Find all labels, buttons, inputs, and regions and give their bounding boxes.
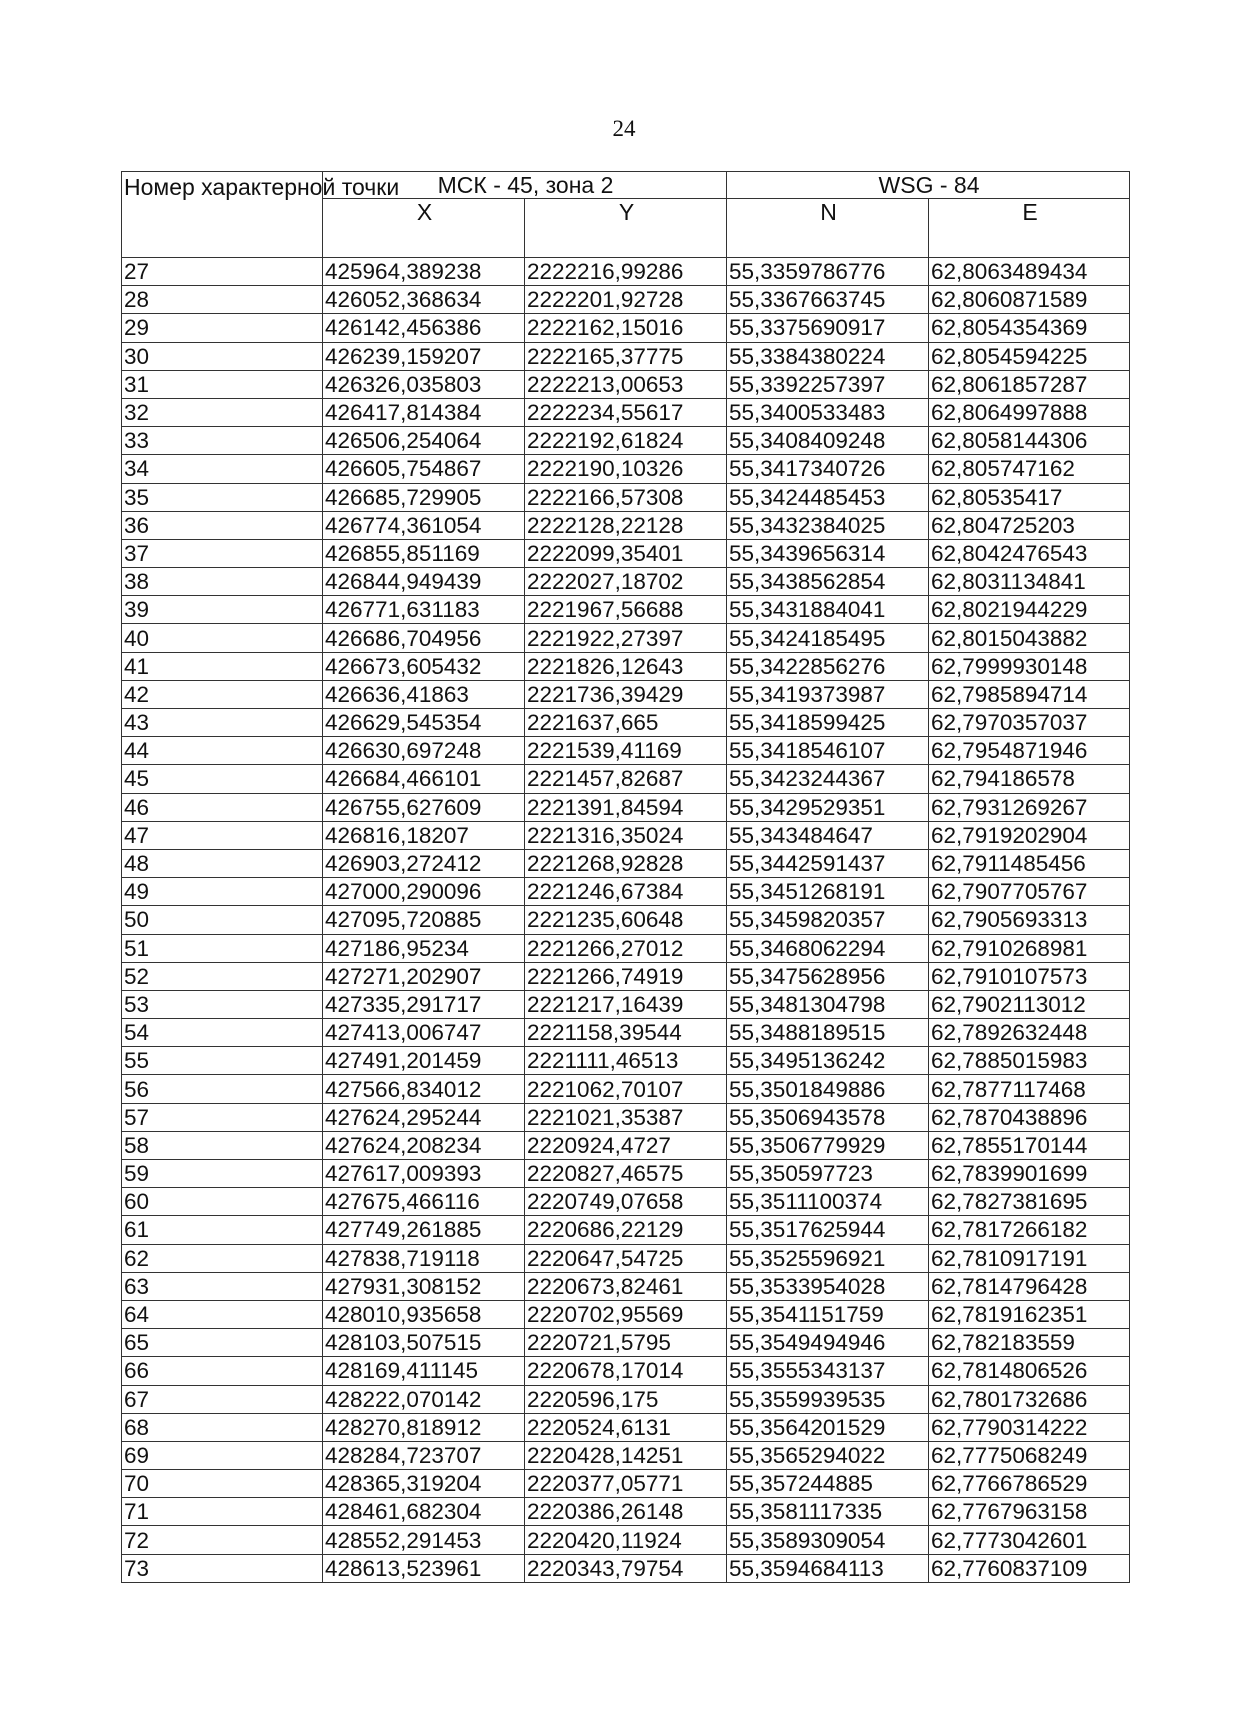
point-number-cell: 68 bbox=[122, 1413, 323, 1441]
e-cell: 62,7817266182 bbox=[929, 1216, 1130, 1244]
y-cell: 2221235,60648 bbox=[525, 906, 727, 934]
e-cell: 62,7910268981 bbox=[929, 934, 1130, 962]
point-number-cell: 50 bbox=[122, 906, 323, 934]
table-row bbox=[122, 1160, 1130, 1188]
point-number-cell: 48 bbox=[122, 849, 323, 877]
x-cell: 427675,466116 bbox=[323, 1188, 525, 1216]
x-cell: 426771,631183 bbox=[323, 596, 525, 624]
e-cell: 62,7870438896 bbox=[929, 1103, 1130, 1131]
x-cell: 428222,070142 bbox=[323, 1385, 525, 1413]
e-cell: 62,7970357037 bbox=[929, 709, 1130, 737]
e-cell: 62,804725203 bbox=[929, 511, 1130, 539]
y-cell: 2221539,41169 bbox=[525, 737, 727, 765]
point-number-cell: 44 bbox=[122, 737, 323, 765]
n-cell: 55,3559939535 bbox=[727, 1385, 929, 1413]
table-row bbox=[122, 511, 1130, 539]
y-cell: 2220673,82461 bbox=[525, 1272, 727, 1300]
e-cell: 62,7885015983 bbox=[929, 1047, 1130, 1075]
y-cell: 2220420,11924 bbox=[525, 1526, 727, 1554]
table-row bbox=[122, 652, 1130, 680]
point-number-cell: 64 bbox=[122, 1300, 323, 1328]
x-cell: 426417,814384 bbox=[323, 398, 525, 426]
n-cell: 55,3429529351 bbox=[727, 793, 929, 821]
n-cell: 55,3589309054 bbox=[727, 1526, 929, 1554]
n-cell: 55,350597723 bbox=[727, 1160, 929, 1188]
n-cell: 55,3594684113 bbox=[727, 1554, 929, 1582]
n-cell: 55,3525596921 bbox=[727, 1244, 929, 1272]
e-cell: 62,7814796428 bbox=[929, 1272, 1130, 1300]
x-cell: 428270,818912 bbox=[323, 1413, 525, 1441]
x-cell: 426052,368634 bbox=[323, 286, 525, 314]
x-cell: 428103,507515 bbox=[323, 1329, 525, 1357]
n-cell: 55,3451268191 bbox=[727, 878, 929, 906]
point-number-cell: 32 bbox=[122, 398, 323, 426]
e-cell: 62,7855170144 bbox=[929, 1131, 1130, 1159]
e-cell: 62,8031134841 bbox=[929, 568, 1130, 596]
point-number-cell: 71 bbox=[122, 1498, 323, 1526]
point-number-cell: 43 bbox=[122, 709, 323, 737]
point-number-header: Номер характерной точки bbox=[122, 172, 323, 258]
point-number-cell: 39 bbox=[122, 596, 323, 624]
x-cell: 426903,272412 bbox=[323, 849, 525, 877]
x-cell: 425964,389238 bbox=[323, 258, 525, 286]
y-cell: 2222027,18702 bbox=[525, 568, 727, 596]
y-cell: 2222216,99286 bbox=[525, 258, 727, 286]
n-cell: 55,3495136242 bbox=[727, 1047, 929, 1075]
x-cell: 427186,95234 bbox=[323, 934, 525, 962]
y-cell: 2222162,15016 bbox=[525, 314, 727, 342]
table-row bbox=[122, 1498, 1130, 1526]
point-number-cell: 70 bbox=[122, 1470, 323, 1498]
x-cell: 426605,754867 bbox=[323, 455, 525, 483]
n-cell: 55,3442591437 bbox=[727, 849, 929, 877]
e-cell: 62,7954871946 bbox=[929, 737, 1130, 765]
y-cell: 2222166,57308 bbox=[525, 483, 727, 511]
y-cell: 2221217,16439 bbox=[525, 990, 727, 1018]
y-cell: 2221158,39544 bbox=[525, 1019, 727, 1047]
e-cell: 62,8061857287 bbox=[929, 370, 1130, 398]
point-number-cell: 51 bbox=[122, 934, 323, 962]
n-cell: 55,3423244367 bbox=[727, 765, 929, 793]
e-cell: 62,8054594225 bbox=[929, 342, 1130, 370]
y-cell: 2220596,175 bbox=[525, 1385, 727, 1413]
e-cell: 62,7814806526 bbox=[929, 1357, 1130, 1385]
n-cell: 55,3517625944 bbox=[727, 1216, 929, 1244]
x-cell: 426855,851169 bbox=[323, 539, 525, 567]
x-cell: 428461,682304 bbox=[323, 1498, 525, 1526]
table-row bbox=[122, 962, 1130, 990]
point-number-cell: 57 bbox=[122, 1103, 323, 1131]
table-row bbox=[122, 1047, 1130, 1075]
y-cell: 2221457,82687 bbox=[525, 765, 727, 793]
x-cell: 428365,319204 bbox=[323, 1470, 525, 1498]
point-number-cell: 66 bbox=[122, 1357, 323, 1385]
e-cell: 62,7839901699 bbox=[929, 1160, 1130, 1188]
y-cell: 2222213,00653 bbox=[525, 370, 727, 398]
x-cell: 428169,411145 bbox=[323, 1357, 525, 1385]
table-body bbox=[122, 258, 1130, 1583]
n-cell: 55,3431884041 bbox=[727, 596, 929, 624]
x-cell: 428552,291453 bbox=[323, 1526, 525, 1554]
x-cell: 428010,935658 bbox=[323, 1300, 525, 1328]
y-cell: 2220428,14251 bbox=[525, 1441, 727, 1469]
e-cell: 62,7902113012 bbox=[929, 990, 1130, 1018]
y-cell: 2221637,665 bbox=[525, 709, 727, 737]
n-cell: 55,3459820357 bbox=[727, 906, 929, 934]
table-row bbox=[122, 709, 1130, 737]
x-cell: 427617,009393 bbox=[323, 1160, 525, 1188]
e-cell: 62,8063489434 bbox=[929, 258, 1130, 286]
y-cell: 2220702,95569 bbox=[525, 1300, 727, 1328]
e-cell: 62,7985894714 bbox=[929, 680, 1130, 708]
msk-45-zone-2-header: МСК - 45, зона 2 bbox=[323, 172, 727, 199]
x-cell: 427931,308152 bbox=[323, 1272, 525, 1300]
table-row bbox=[122, 1413, 1130, 1441]
n-cell: 55,3422856276 bbox=[727, 652, 929, 680]
point-number-cell: 62 bbox=[122, 1244, 323, 1272]
y-cell: 2222190,10326 bbox=[525, 455, 727, 483]
table-row bbox=[122, 1554, 1130, 1582]
table-row bbox=[122, 1188, 1130, 1216]
y-cell: 2221736,39429 bbox=[525, 680, 727, 708]
y-cell: 2222099,35401 bbox=[525, 539, 727, 567]
table-row bbox=[122, 398, 1130, 426]
point-number-cell: 60 bbox=[122, 1188, 323, 1216]
e-cell: 62,8058144306 bbox=[929, 427, 1130, 455]
n-cell: 55,3506779929 bbox=[727, 1131, 929, 1159]
y-cell: 2221266,74919 bbox=[525, 962, 727, 990]
y-cell: 2222234,55617 bbox=[525, 398, 727, 426]
e-cell: 62,7773042601 bbox=[929, 1526, 1130, 1554]
table-row bbox=[122, 1300, 1130, 1328]
e-cell: 62,7827381695 bbox=[929, 1188, 1130, 1216]
e-cell: 62,8064997888 bbox=[929, 398, 1130, 426]
x-cell: 428284,723707 bbox=[323, 1441, 525, 1469]
e-cell: 62,7910107573 bbox=[929, 962, 1130, 990]
table-row bbox=[122, 906, 1130, 934]
x-cell: 426685,729905 bbox=[323, 483, 525, 511]
n-cell: 55,3488189515 bbox=[727, 1019, 929, 1047]
n-cell: 55,3419373987 bbox=[727, 680, 929, 708]
page-number: 24 bbox=[612, 116, 636, 141]
y-column-header: Y bbox=[525, 199, 727, 258]
x-cell: 426816,18207 bbox=[323, 821, 525, 849]
y-cell: 2220647,54725 bbox=[525, 1244, 727, 1272]
point-number-cell: 28 bbox=[122, 286, 323, 314]
e-cell: 62,7766786529 bbox=[929, 1470, 1130, 1498]
table-row bbox=[122, 934, 1130, 962]
x-cell: 427624,208234 bbox=[323, 1131, 525, 1159]
n-cell: 55,357244885 bbox=[727, 1470, 929, 1498]
x-cell: 427749,261885 bbox=[323, 1216, 525, 1244]
table-row bbox=[122, 483, 1130, 511]
point-number-cell: 72 bbox=[122, 1526, 323, 1554]
e-cell: 62,8015043882 bbox=[929, 624, 1130, 652]
table-row bbox=[122, 342, 1130, 370]
e-cell: 62,7767963158 bbox=[929, 1498, 1130, 1526]
point-number-cell: 31 bbox=[122, 370, 323, 398]
n-cell: 55,3555343137 bbox=[727, 1357, 929, 1385]
point-number-cell: 33 bbox=[122, 427, 323, 455]
table-row bbox=[122, 1441, 1130, 1469]
point-number-cell: 45 bbox=[122, 765, 323, 793]
table-row bbox=[122, 1019, 1130, 1047]
n-cell: 55,3501849886 bbox=[727, 1075, 929, 1103]
e-cell: 62,7931269267 bbox=[929, 793, 1130, 821]
x-cell: 427624,295244 bbox=[323, 1103, 525, 1131]
e-cell: 62,782183559 bbox=[929, 1329, 1130, 1357]
e-cell: 62,794186578 bbox=[929, 765, 1130, 793]
n-cell: 55,3541151759 bbox=[727, 1300, 929, 1328]
e-cell: 62,7801732686 bbox=[929, 1385, 1130, 1413]
y-cell: 2220827,46575 bbox=[525, 1160, 727, 1188]
table-row bbox=[122, 1526, 1130, 1554]
y-cell: 2221021,35387 bbox=[525, 1103, 727, 1131]
y-cell: 2220678,17014 bbox=[525, 1357, 727, 1385]
y-cell: 2221967,56688 bbox=[525, 596, 727, 624]
x-cell: 427838,719118 bbox=[323, 1244, 525, 1272]
x-cell: 426239,159207 bbox=[323, 342, 525, 370]
n-cell: 55,3481304798 bbox=[727, 990, 929, 1018]
point-number-cell: 59 bbox=[122, 1160, 323, 1188]
point-number-cell: 35 bbox=[122, 483, 323, 511]
n-cell: 55,3581117335 bbox=[727, 1498, 929, 1526]
x-cell: 426844,949439 bbox=[323, 568, 525, 596]
table-row bbox=[122, 596, 1130, 624]
point-number-cell: 65 bbox=[122, 1329, 323, 1357]
point-number-cell: 73 bbox=[122, 1554, 323, 1582]
point-number-cell: 61 bbox=[122, 1216, 323, 1244]
n-cell: 55,3439656314 bbox=[727, 539, 929, 567]
y-cell: 2220377,05771 bbox=[525, 1470, 727, 1498]
point-number-cell: 34 bbox=[122, 455, 323, 483]
table-row bbox=[122, 878, 1130, 906]
e-cell: 62,7892632448 bbox=[929, 1019, 1130, 1047]
point-number-cell: 69 bbox=[122, 1441, 323, 1469]
n-cell: 55,3375690917 bbox=[727, 314, 929, 342]
y-cell: 2222201,92728 bbox=[525, 286, 727, 314]
y-cell: 2221111,46513 bbox=[525, 1047, 727, 1075]
n-cell: 55,3384380224 bbox=[727, 342, 929, 370]
x-cell: 427000,290096 bbox=[323, 878, 525, 906]
x-cell: 426326,035803 bbox=[323, 370, 525, 398]
x-cell: 427095,720885 bbox=[323, 906, 525, 934]
table-row bbox=[122, 568, 1130, 596]
table-row bbox=[122, 286, 1130, 314]
table-row bbox=[122, 793, 1130, 821]
point-number-cell: 63 bbox=[122, 1272, 323, 1300]
table-row bbox=[122, 427, 1130, 455]
y-cell: 2221316,35024 bbox=[525, 821, 727, 849]
y-cell: 2221826,12643 bbox=[525, 652, 727, 680]
n-cell: 55,3408409248 bbox=[727, 427, 929, 455]
x-cell: 426629,545354 bbox=[323, 709, 525, 737]
point-number-cell: 37 bbox=[122, 539, 323, 567]
n-cell: 55,3565294022 bbox=[727, 1441, 929, 1469]
table-row bbox=[122, 1470, 1130, 1498]
x-cell: 426755,627609 bbox=[323, 793, 525, 821]
e-cell: 62,8021944229 bbox=[929, 596, 1130, 624]
y-cell: 2222165,37775 bbox=[525, 342, 727, 370]
table-row bbox=[122, 737, 1130, 765]
x-cell: 426506,254064 bbox=[323, 427, 525, 455]
point-number-cell: 52 bbox=[122, 962, 323, 990]
n-cell: 55,3400533483 bbox=[727, 398, 929, 426]
x-cell: 426636,41863 bbox=[323, 680, 525, 708]
y-cell: 2220343,79754 bbox=[525, 1554, 727, 1582]
e-cell: 62,7790314222 bbox=[929, 1413, 1130, 1441]
e-cell: 62,7919202904 bbox=[929, 821, 1130, 849]
point-number-cell: 67 bbox=[122, 1385, 323, 1413]
n-cell: 55,3392257397 bbox=[727, 370, 929, 398]
x-cell: 428613,523961 bbox=[323, 1554, 525, 1582]
x-column-header: X bbox=[323, 199, 525, 258]
x-cell: 427491,201459 bbox=[323, 1047, 525, 1075]
y-cell: 2220721,5795 bbox=[525, 1329, 727, 1357]
e-cell: 62,7907705767 bbox=[929, 878, 1130, 906]
table-row bbox=[122, 1329, 1130, 1357]
point-number-cell: 27 bbox=[122, 258, 323, 286]
table-row bbox=[122, 849, 1130, 877]
point-number-cell: 55 bbox=[122, 1047, 323, 1075]
point-number-cell: 42 bbox=[122, 680, 323, 708]
y-cell: 2222128,22128 bbox=[525, 511, 727, 539]
table-row bbox=[122, 1385, 1130, 1413]
point-number-cell: 58 bbox=[122, 1131, 323, 1159]
e-cell: 62,7905693313 bbox=[929, 906, 1130, 934]
e-cell: 62,8060871589 bbox=[929, 286, 1130, 314]
n-cell: 55,3367663745 bbox=[727, 286, 929, 314]
point-number-cell: 54 bbox=[122, 1019, 323, 1047]
table-header bbox=[122, 172, 1130, 258]
n-column-header: N bbox=[727, 199, 929, 258]
y-cell: 2221391,84594 bbox=[525, 793, 727, 821]
e-cell: 62,8042476543 bbox=[929, 539, 1130, 567]
x-cell: 426630,697248 bbox=[323, 737, 525, 765]
point-number-cell: 38 bbox=[122, 568, 323, 596]
e-cell: 62,7760837109 bbox=[929, 1554, 1130, 1582]
point-number-cell: 53 bbox=[122, 990, 323, 1018]
table-row bbox=[122, 1075, 1130, 1103]
y-cell: 2220386,26148 bbox=[525, 1498, 727, 1526]
table-row bbox=[122, 370, 1130, 398]
n-cell: 55,3549494946 bbox=[727, 1329, 929, 1357]
point-number-cell: 56 bbox=[122, 1075, 323, 1103]
n-cell: 55,3418599425 bbox=[727, 709, 929, 737]
table-row bbox=[122, 821, 1130, 849]
n-cell: 55,3424485453 bbox=[727, 483, 929, 511]
point-number-cell: 47 bbox=[122, 821, 323, 849]
n-cell: 55,3424185495 bbox=[727, 624, 929, 652]
x-cell: 427566,834012 bbox=[323, 1075, 525, 1103]
point-number-cell: 30 bbox=[122, 342, 323, 370]
n-cell: 55,3533954028 bbox=[727, 1272, 929, 1300]
e-cell: 62,7911485456 bbox=[929, 849, 1130, 877]
n-cell: 55,3432384025 bbox=[727, 511, 929, 539]
x-cell: 427271,202907 bbox=[323, 962, 525, 990]
e-column-header: E bbox=[929, 199, 1130, 258]
point-number-cell: 49 bbox=[122, 878, 323, 906]
point-number-cell: 41 bbox=[122, 652, 323, 680]
table-row bbox=[122, 990, 1130, 1018]
n-cell: 55,3417340726 bbox=[727, 455, 929, 483]
y-cell: 2220686,22129 bbox=[525, 1216, 727, 1244]
point-number-cell: 29 bbox=[122, 314, 323, 342]
y-cell: 2222192,61824 bbox=[525, 427, 727, 455]
table-row bbox=[122, 1272, 1130, 1300]
table-row bbox=[122, 1357, 1130, 1385]
y-cell: 2221922,27397 bbox=[525, 624, 727, 652]
x-cell: 426774,361054 bbox=[323, 511, 525, 539]
x-cell: 426142,456386 bbox=[323, 314, 525, 342]
table-row bbox=[122, 1216, 1130, 1244]
x-cell: 426673,605432 bbox=[323, 652, 525, 680]
table-row bbox=[122, 680, 1130, 708]
table-row bbox=[122, 455, 1130, 483]
point-number-cell: 40 bbox=[122, 624, 323, 652]
n-cell: 55,3468062294 bbox=[727, 934, 929, 962]
x-cell: 426684,466101 bbox=[323, 765, 525, 793]
e-cell: 62,805747162 bbox=[929, 455, 1130, 483]
x-cell: 427413,006747 bbox=[323, 1019, 525, 1047]
y-cell: 2221268,92828 bbox=[525, 849, 727, 877]
e-cell: 62,7999930148 bbox=[929, 652, 1130, 680]
table-row bbox=[122, 314, 1130, 342]
point-number-cell: 36 bbox=[122, 511, 323, 539]
table-row bbox=[122, 539, 1130, 567]
y-cell: 2220924,4727 bbox=[525, 1131, 727, 1159]
table-row bbox=[122, 1103, 1130, 1131]
n-cell: 55,3475628956 bbox=[727, 962, 929, 990]
n-cell: 55,343484647 bbox=[727, 821, 929, 849]
y-cell: 2220524,6131 bbox=[525, 1413, 727, 1441]
n-cell: 55,3564201529 bbox=[727, 1413, 929, 1441]
n-cell: 55,3511100374 bbox=[727, 1188, 929, 1216]
e-cell: 62,7877117468 bbox=[929, 1075, 1130, 1103]
table-row bbox=[122, 765, 1130, 793]
e-cell: 62,7775068249 bbox=[929, 1441, 1130, 1469]
n-cell: 55,3418546107 bbox=[727, 737, 929, 765]
wgs-84-header: WSG - 84 bbox=[727, 172, 1130, 199]
n-cell: 55,3506943578 bbox=[727, 1103, 929, 1131]
e-cell: 62,7810917191 bbox=[929, 1244, 1130, 1272]
n-cell: 55,3359786776 bbox=[727, 258, 929, 286]
y-cell: 2220749,07658 bbox=[525, 1188, 727, 1216]
y-cell: 2221266,27012 bbox=[525, 934, 727, 962]
table-row bbox=[122, 1244, 1130, 1272]
n-cell: 55,3438562854 bbox=[727, 568, 929, 596]
e-cell: 62,8054354369 bbox=[929, 314, 1130, 342]
e-cell: 62,7819162351 bbox=[929, 1300, 1130, 1328]
table-row bbox=[122, 258, 1130, 286]
point-number-cell: 46 bbox=[122, 793, 323, 821]
x-cell: 427335,291717 bbox=[323, 990, 525, 1018]
x-cell: 426686,704956 bbox=[323, 624, 525, 652]
table-row bbox=[122, 624, 1130, 652]
table-row bbox=[122, 1131, 1130, 1159]
coordinates-table bbox=[121, 171, 1130, 1583]
y-cell: 2221062,70107 bbox=[525, 1075, 727, 1103]
e-cell: 62,80535417 bbox=[929, 483, 1130, 511]
y-cell: 2221246,67384 bbox=[525, 878, 727, 906]
